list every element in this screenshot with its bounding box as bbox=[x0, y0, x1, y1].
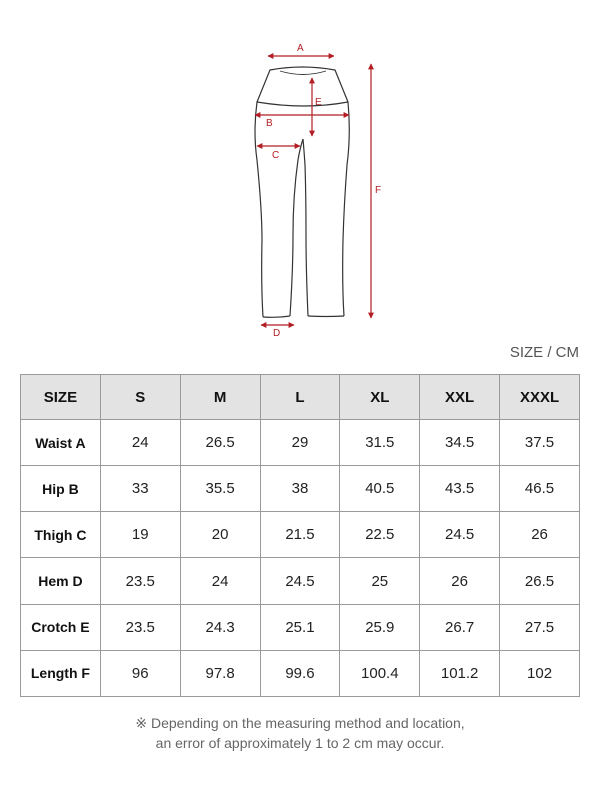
row-label: Length F bbox=[21, 650, 101, 696]
table-cell: 19 bbox=[100, 512, 180, 558]
row-label: Waist A bbox=[21, 420, 101, 466]
row-label: Hip B bbox=[21, 466, 101, 512]
table-cell: 24.5 bbox=[260, 558, 340, 604]
measurement-note bbox=[0, 713, 600, 753]
table-cell: 26 bbox=[420, 558, 500, 604]
table-cell: 22.5 bbox=[340, 512, 420, 558]
header-l: L bbox=[260, 375, 340, 420]
table-cell: 46.5 bbox=[500, 466, 580, 512]
header-s: S bbox=[100, 375, 180, 420]
table-cell: 40.5 bbox=[340, 466, 420, 512]
table-cell: 38 bbox=[260, 466, 340, 512]
table-row bbox=[21, 650, 580, 696]
table-cell: 25.1 bbox=[260, 604, 340, 650]
table-cell: 26.5 bbox=[180, 420, 260, 466]
note-line-1: ※ Depending on the measuring method and location, bbox=[135, 715, 465, 731]
table-cell: 24.5 bbox=[420, 512, 500, 558]
table-cell: 26.7 bbox=[420, 604, 500, 650]
row-label: Thigh C bbox=[21, 512, 101, 558]
pants-measurement-diagram bbox=[0, 0, 600, 345]
header-xl: XL bbox=[340, 375, 420, 420]
row-label: Hem D bbox=[21, 558, 101, 604]
header-size: SIZE bbox=[21, 375, 101, 420]
pants-outline bbox=[255, 67, 349, 317]
table-cell: 21.5 bbox=[260, 512, 340, 558]
table-cell: 96 bbox=[100, 650, 180, 696]
table-cell: 101.2 bbox=[420, 650, 500, 696]
table-cell: 43.5 bbox=[420, 466, 500, 512]
unit-label: SIZE / CM bbox=[509, 344, 579, 361]
table-cell: 100.4 bbox=[340, 650, 420, 696]
table-cell: 99.6 bbox=[260, 650, 340, 696]
pants-diagram-svg bbox=[0, 0, 600, 345]
table-cell: 23.5 bbox=[100, 558, 180, 604]
table-cell: 23.5 bbox=[100, 604, 180, 650]
table-row bbox=[21, 466, 580, 512]
table-cell: 31.5 bbox=[340, 420, 420, 466]
dimension-a-label: A bbox=[297, 43, 304, 54]
header-xxl: XXL bbox=[420, 375, 500, 420]
header-m: M bbox=[180, 375, 260, 420]
dimension-f-label: F bbox=[375, 185, 382, 196]
note-line-2: an error of approximately 1 to 2 cm may occur. bbox=[155, 735, 445, 751]
table-cell: 24 bbox=[100, 420, 180, 466]
table-cell: 25 bbox=[340, 558, 420, 604]
table-header-row bbox=[21, 375, 580, 420]
table-row bbox=[21, 512, 580, 558]
table-cell: 25.9 bbox=[340, 604, 420, 650]
table-cell: 26 bbox=[500, 512, 580, 558]
table-cell: 24.3 bbox=[180, 604, 260, 650]
table-cell: 27.5 bbox=[500, 604, 580, 650]
table-cell: 29 bbox=[260, 420, 340, 466]
row-label: Crotch E bbox=[21, 604, 101, 650]
table-cell: 97.8 bbox=[180, 650, 260, 696]
table-cell: 34.5 bbox=[420, 420, 500, 466]
table-row bbox=[21, 558, 580, 604]
table-cell: 33 bbox=[100, 466, 180, 512]
size-chart-table bbox=[20, 374, 580, 697]
table-row bbox=[21, 604, 580, 650]
dimension-d-label: D bbox=[273, 328, 281, 339]
table-cell: 37.5 bbox=[500, 420, 580, 466]
table-cell: 35.5 bbox=[180, 466, 260, 512]
dimension-e-label: E bbox=[315, 97, 322, 108]
table-cell: 20 bbox=[180, 512, 260, 558]
header-xxxl: XXXL bbox=[500, 375, 580, 420]
dimension-b-label: B bbox=[266, 118, 273, 129]
table-cell: 26.5 bbox=[500, 558, 580, 604]
table-cell: 24 bbox=[180, 558, 260, 604]
table-row bbox=[21, 420, 580, 466]
table-cell: 102 bbox=[500, 650, 580, 696]
dimension-c-label: C bbox=[272, 150, 280, 161]
